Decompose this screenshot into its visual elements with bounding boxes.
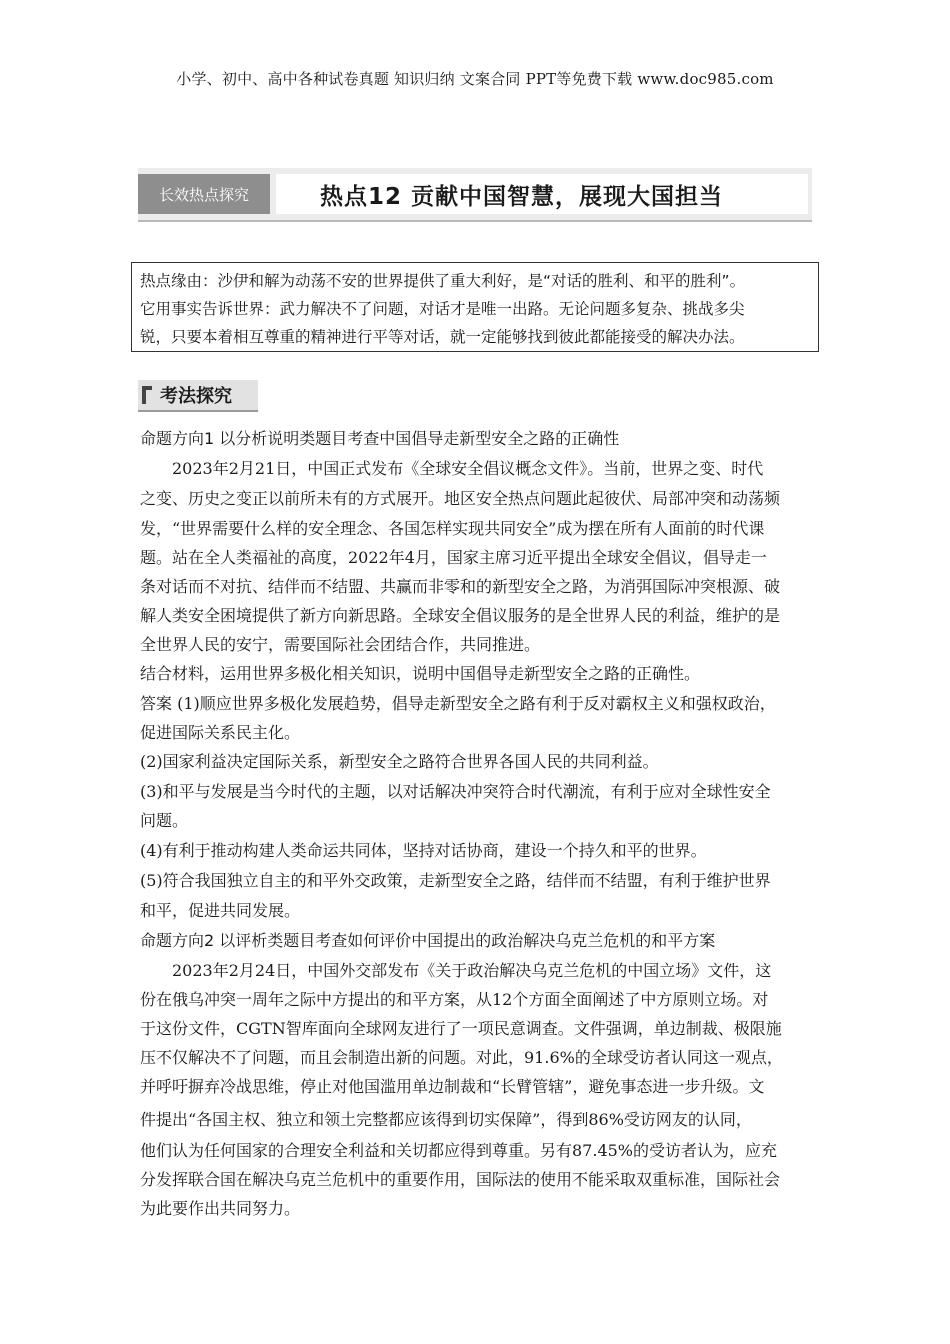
intro-line: 热点缘由：沙伊和解为动荡不安的世界提供了重大利好，是“对话的胜利、和平的胜利”。 [140,272,746,290]
answer-line: 问题。 [140,811,189,830]
banner-tag: 长效热点探究 [138,174,270,214]
answer-line: (2)国家利益决定国际关系，新型安全之路符合世界各国人民的共同利益。 [140,752,659,771]
answer-line: 和平，促进共同发展。 [140,901,301,920]
body-line: 分发挥联合国在解决乌克兰危机中的重要作用，国际法的使用不能采取双重标准，国际社会 [140,1170,781,1189]
body-line: 压不仅解决不了问题，而且会制造出新的问题。对此，91.6%的全球受访者认同这一观点， [140,1048,783,1067]
banner-title: 热点12 贡献中国智慧，展现大国担当 [276,174,808,214]
direction-heading: 命题方向1 以分析说明类题目考查中国倡导走新型安全之路的正确性 [140,429,620,448]
question-line: 结合材料，运用世界多极化相关知识，说明中国倡导走新型安全之路的正确性。 [140,664,701,683]
body-line: 为此要作出共同努力。 [140,1199,301,1218]
body-line: 条对话而不对抗、结伴而不结盟、共赢而非零和的新型安全之路，为消弭国际冲突根源、破 [140,577,781,596]
answer-line: 答案 (1)顺应世界多极化发展趋势，倡导走新型安全之路有利于反对霸权主义和强权政治， [140,694,776,713]
body-line: 2023年2月24日，中国外交部发布《关于政治解决乌克兰危机的中国立场》文件，这 [172,961,772,980]
topic-banner [138,168,812,222]
answer-line: (4)有利于推动构建人类命运共同体，坚持对话协商，建设一个持久和平的世界。 [140,841,707,860]
body-line: 件提出“各国主权、独立和领土完整都应该得到切实保障”，得到86%受访网友的认同， [140,1110,752,1129]
corner-bracket-icon [142,386,152,404]
section-heading [138,380,258,412]
answer-line: (5)符合我国独立自主的和平外交政策，走新型安全之路，结伴而不结盟，有利于维护世界 [140,871,771,890]
body-line: 全世界人民的安宁，需要国际社会团结合作，共同推进。 [140,635,541,654]
direction-heading: 命题方向2 以评析类题目考查如何评价中国提出的政治解决乌克兰危机的和平方案 [140,931,716,950]
body-line: 解人类安全困境提供了新方向新思路。全球安全倡议服务的是全世界人民的利益，维护的是 [140,606,781,625]
body-line: 题。站在全人类福祉的高度，2022年4月，国家主席习近平提出全球安全倡议，倡导走一 [140,548,767,567]
body-line: 并呼吁摒弃冷战思维，停止对他国滥用单边制裁和“长臂管辖”，避免事态进一步升级。文 [140,1077,765,1096]
answer-line: (3)和平与发展是当今时代的主题，以对话解决冲突符合时代潮流，有利于应对全球性安全 [140,782,771,801]
body-line: 他们认为任何国家的合理安全利益和关切都应得到尊重。另有87.45%的受访者认为，应充 [140,1141,778,1160]
answer-line: 促进国际关系民主化。 [140,723,301,742]
body-line: 于这份文件，CGTN智库面向全球网友进行了一项民意调查。文件强调，单边制裁、极限施 [140,1019,782,1038]
body-line: 份在俄乌冲突一周年之际中方提出的和平方案，从12个方面全面阐述了中方原则立场。对 [140,990,769,1009]
section-title: 考法探究 [160,386,232,407]
body-line: 2023年2月21日，中国正式发布《全球安全倡议概念文件》。当前，世界之变、时代 [172,459,764,478]
body-line: 发，“世界需要什么样的安全理念、各国怎样实现共同安全”成为摆在所有人面前的时代课 [140,519,765,538]
intro-box [131,262,819,352]
intro-line: 锐，只要本着相互尊重的精神进行平等对话，就一定能够找到彼此都能接受的解决办法。 [140,328,745,346]
intro-line: 它用事实告诉世界：武力解决不了问题，对话才是唯一出路。无论问题多复杂、挑战多尖 [140,300,745,318]
body-line: 之变、历史之变正以前所未有的方式展开。地区安全热点问题此起彼伏、局部冲突和动荡频 [140,489,781,508]
page-header: 小学、初中、高中各种试卷真题 知识归纳 文案合同 PPT等免费下载 www.doc985.com [176,70,774,88]
